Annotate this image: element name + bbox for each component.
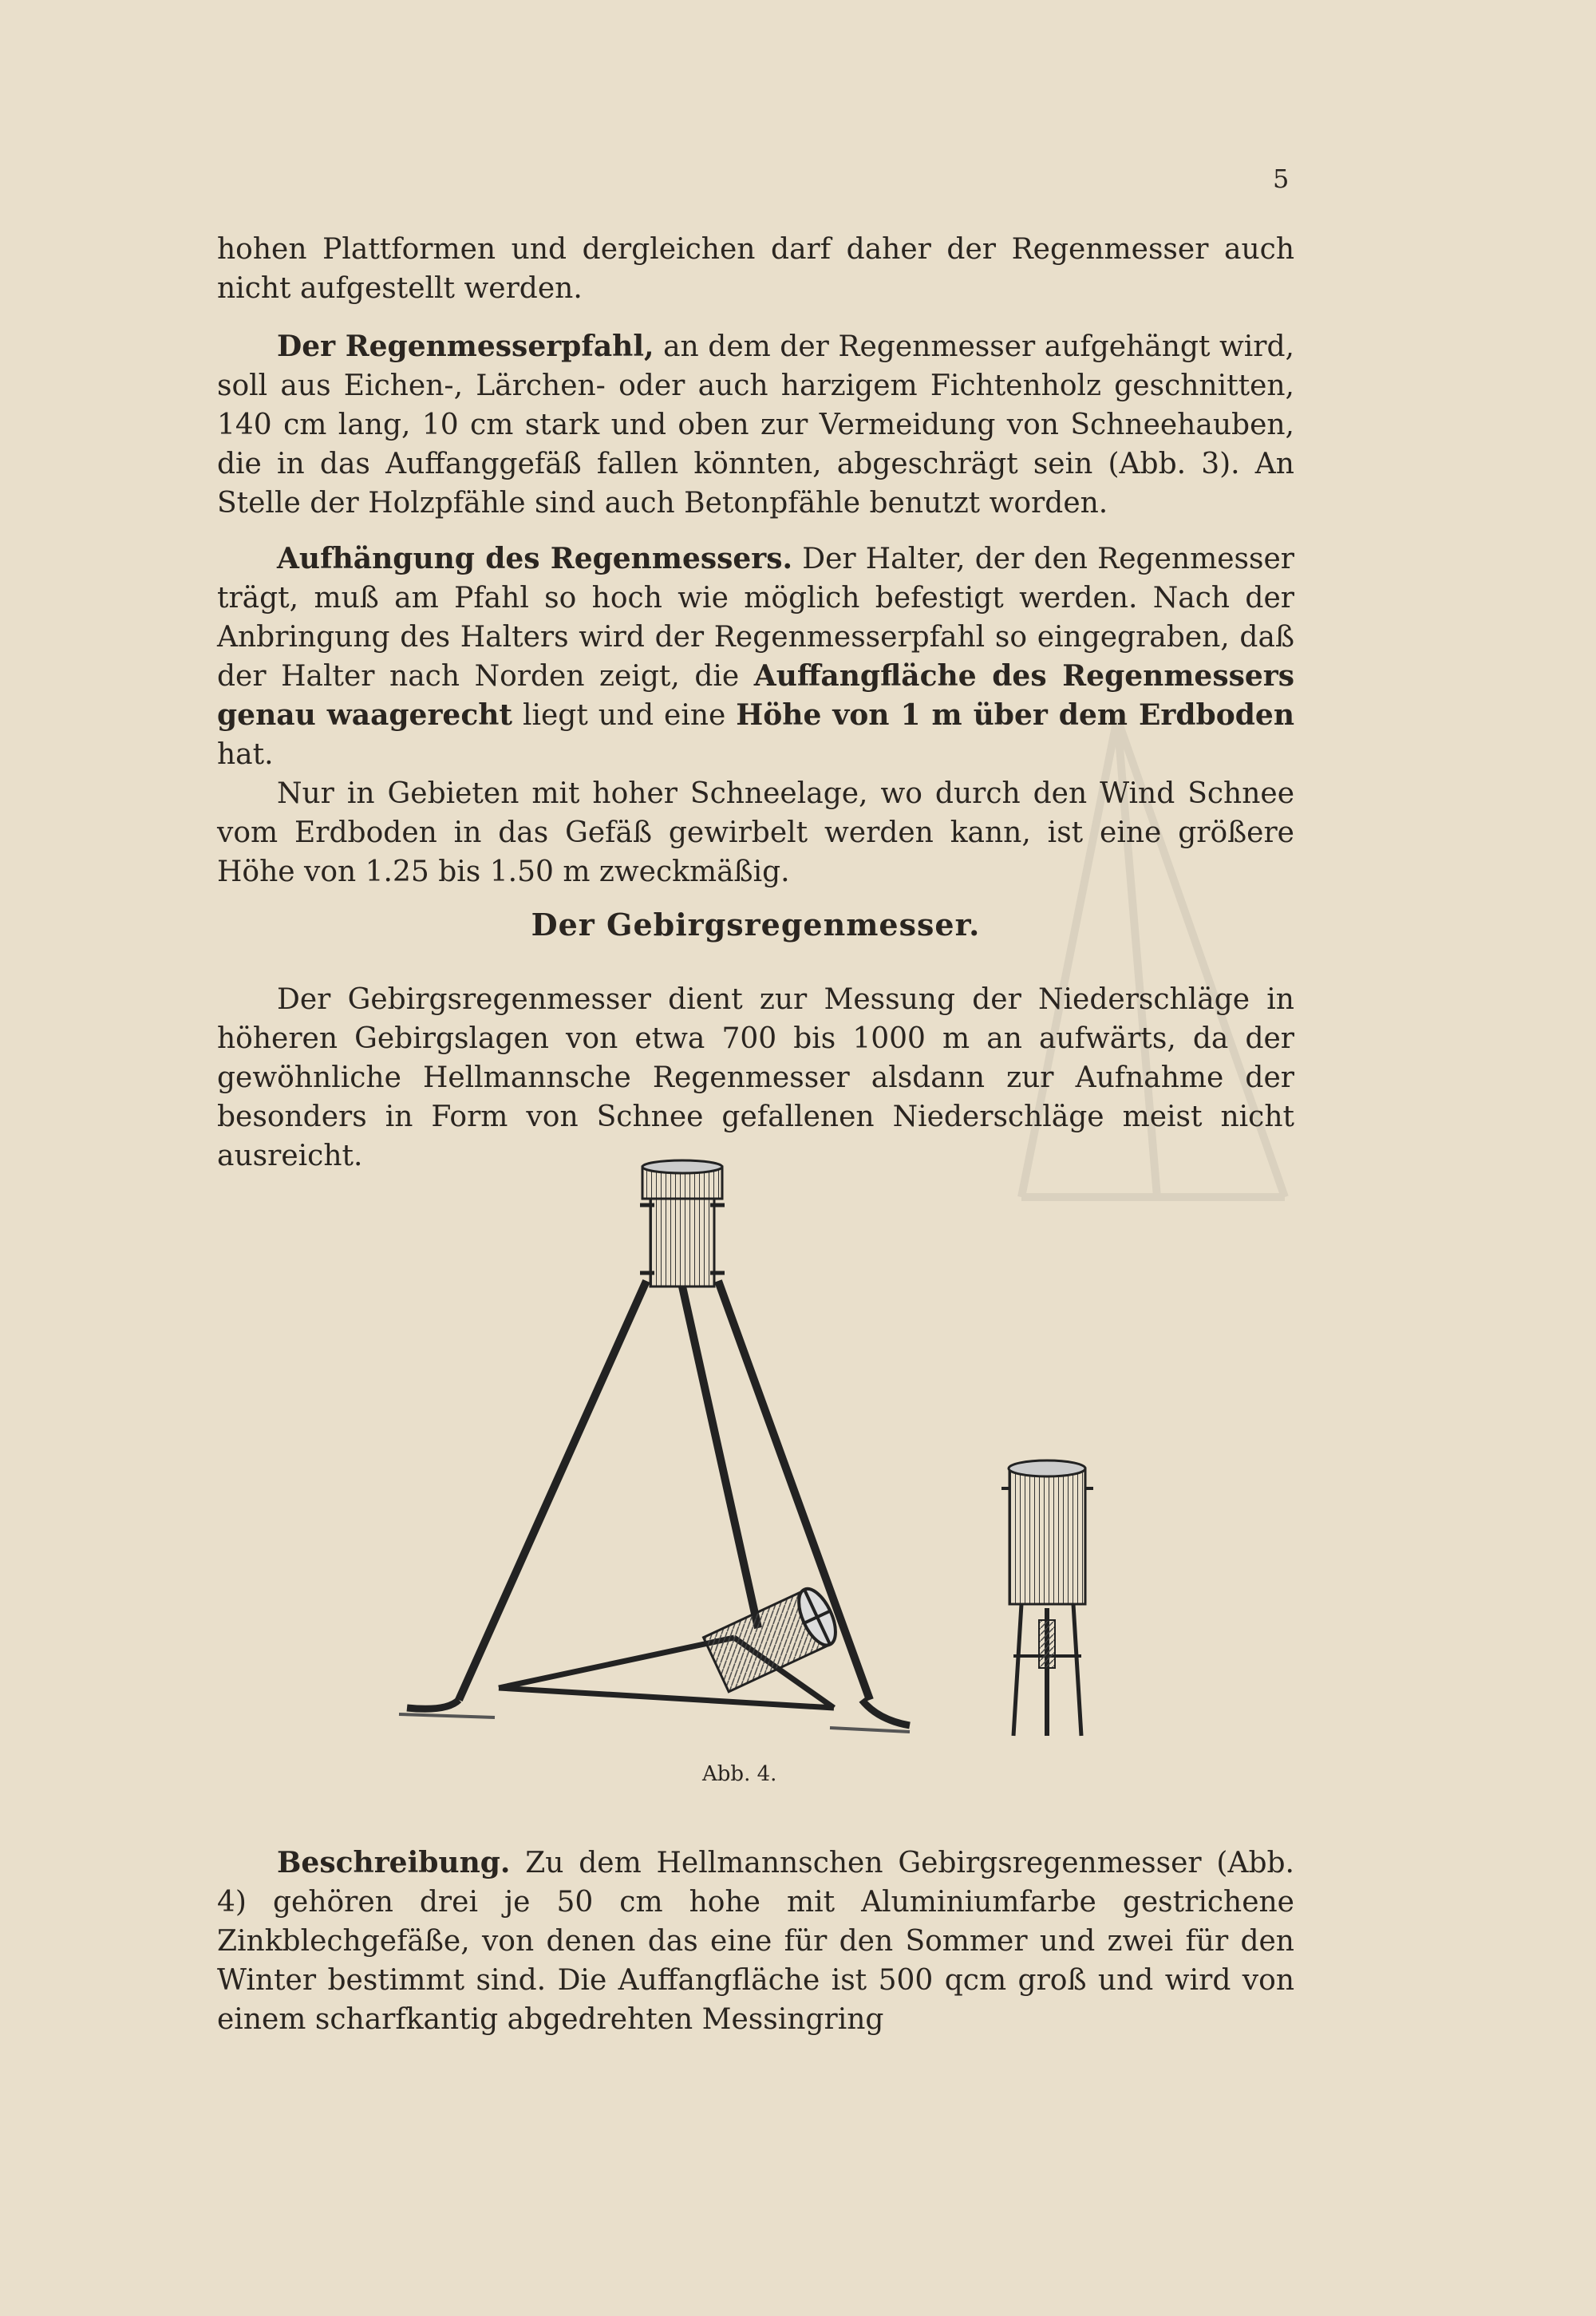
paragraph-gebirgsregenmesser [217,980,1294,1176]
spare-collector-vessel [1001,1460,1093,1736]
paragraph-text: hohen Plattformen und dergleichen darf daher der Regenmesser auch nicht aufgestellt werden. [217,233,1294,305]
paragraph-beschreibung [217,1844,1294,2039]
section-heading: Der Gebirgsregenmesser. [531,907,981,943]
paragraph-regenmesserpfahl [217,327,1294,523]
paragraph-body: an dem der Regenmesser aufgehängt wird, soll aus Eichen-, Lärchen- oder auch harzigem Fichtenholz geschnitten, 140 cm lang, 10 cm stark und oben zur Vermeidung von Schneehauben, die in das Auffanggefäß fallen könnten, abgeschrägt sein (Abb. 3). An Stelle der Holzpfähle sind auch Betonpfähle benutzt worden. [217,330,1294,520]
figure-gebirgsregenmesser [383,1149,1133,1756]
emphasis-hoehe: Höhe von 1 m über dem Erdboden [736,698,1294,732]
paragraph-lead: Der Regenmesserpfahl, [277,330,654,363]
tripod-stand [399,1160,910,1732]
paragraph-schneelage: Nur in Gebieten mit hoher Schneelage, wo durch den Wind Schnee vom Erdboden in das Gefäß gewirbelt werden kann, ist eine größere Höhe von 1.25 bis 1.50 m zweckmäßig. [217,777,1294,888]
paragraph-body: Zu dem Hellmannschen Gebirgsregenmesser (Abb. 4) gehören drei je 50 cm hohe mit Aluminiumfarbe gestrichene Zinkblechgefäße, von denen das eine für den Sommer und zwei für den Winter bestimmt sind. Die Auffangfläche ist 500 qcm groß und wird von einem scharfkantig abgedrehten Messingring [217,1847,1294,2036]
paragraph-text: Der Gebirgsregenmesser dient zur Messung der Niederschläge in höheren Gebirgslagen von etwa 700 bis 1000 m an aufwärts, da der gewöhnliche Hellmannsche Regenmesser alsdann zur Aufnahme der besonders in Form von Schnee gefallenen Niederschläge meist nicht ausreicht. [217,983,1294,1172]
emphasis-auffangflaeche: Auffangfläche des Regenmessers genau waagerecht [217,659,1294,732]
paragraph-lead: Aufhängung des Regenmessers. [277,542,793,575]
page-number: 5 [1273,164,1290,194]
paragraph-lead: Beschreibung. [277,1846,511,1879]
figure-caption: Abb. 4. [702,1762,777,1786]
paragraph-aufhaengung [217,539,1294,891]
paragraph-body: liegt und eine [512,699,737,732]
paragraph-continuation [217,230,1294,308]
paragraph-body: Der Halter, der den Regenmesser trägt, muß am Pfahl so hoch wie möglich befestigt werden. Nach der Anbringung des Halters wird der Regenmesserpfahl so eingegraben, daß der Halter nach Norden zeigt, die [217,543,1294,693]
paragraph-body: hat. [217,738,274,771]
